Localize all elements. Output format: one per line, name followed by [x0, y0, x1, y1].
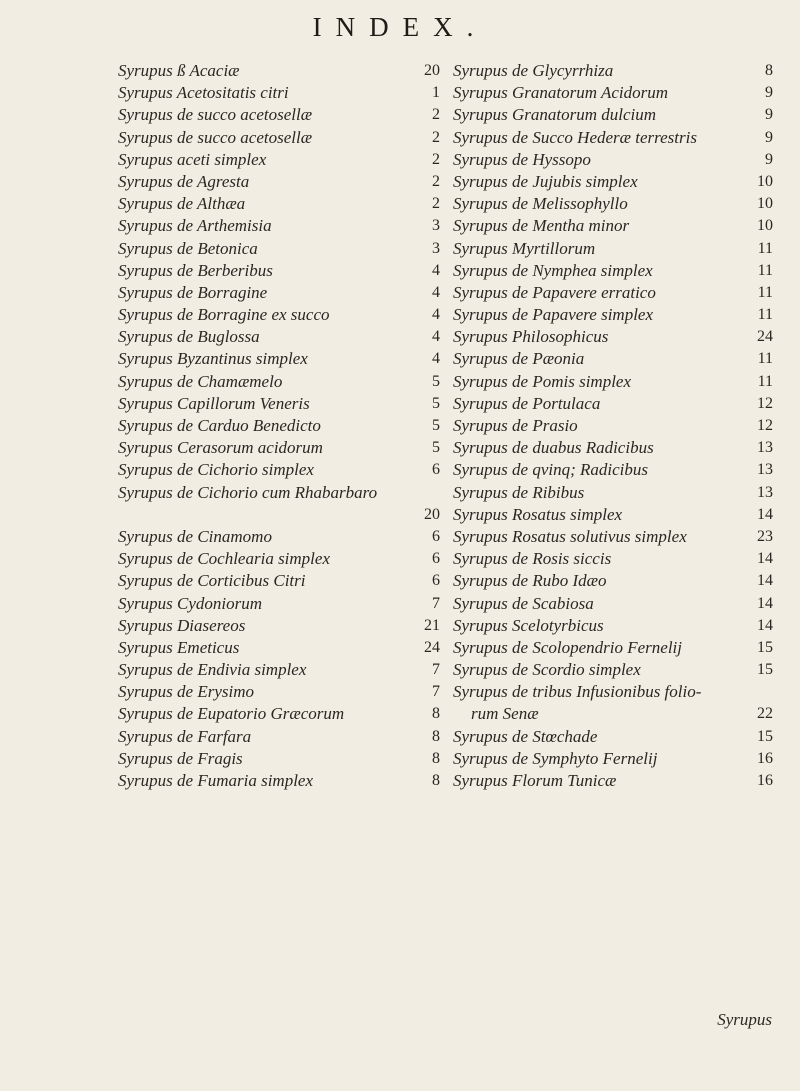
index-entry	[453, 238, 773, 260]
index-entry	[118, 504, 440, 526]
index-entry	[453, 482, 773, 504]
entry-title: Syrupus de Betonica	[118, 238, 258, 258]
entry-title: Syrupus de Corticibus Citri	[118, 571, 306, 591]
entry-title: Syrupus de Farfara	[118, 726, 252, 746]
index-entry	[453, 770, 773, 792]
entry-title: Syrupus de duabus Radicibus	[453, 438, 654, 458]
index-entry	[453, 437, 773, 459]
entry-page-number: 7	[432, 683, 440, 701]
entry-title: Syrupus de Buglossa	[118, 327, 260, 347]
entry-title: Syrupus Florum Tunicæ	[453, 771, 617, 790]
index-entry	[118, 748, 440, 770]
entry-page-number: 9	[765, 128, 773, 146]
entry-title: Syrupus Rosatus solutivus simplex	[453, 526, 687, 546]
entry-title: Syrupus de Borragine ex succo	[118, 305, 330, 325]
entry-title: Syrupus de Cinamomo	[118, 526, 272, 546]
index-entry	[453, 748, 773, 770]
index-entry	[118, 193, 440, 215]
entry-page-number: 4	[432, 350, 440, 368]
index-entry	[118, 238, 440, 260]
entry-page-number: 8	[432, 772, 440, 789]
index-entry	[453, 171, 773, 193]
index-entry	[453, 304, 773, 326]
entry-page-number: 9	[765, 84, 773, 102]
entry-page-number: 8	[432, 705, 440, 723]
index-entry	[453, 548, 773, 570]
entry-title: Syrupus de Arthemisia	[118, 216, 272, 236]
index-entry	[453, 193, 773, 215]
index-entry	[118, 593, 440, 615]
entry-title: Syrupus de Ribibus	[453, 482, 585, 502]
catchword: Syrupus	[717, 1010, 772, 1029]
entry-title: Syrupus de Rosis siccis	[453, 549, 612, 569]
entry-page-number: 7	[432, 661, 440, 679]
entry-page-number: 4	[432, 328, 440, 346]
entry-page-number: 6	[432, 461, 440, 479]
entry-page-number: 10	[757, 217, 773, 235]
index-entry	[118, 393, 440, 415]
entry-page-number: 2	[432, 172, 440, 190]
index-entry	[453, 703, 773, 725]
entry-page-number: 14	[757, 572, 773, 590]
index-entry	[453, 637, 773, 659]
entry-title: Syrupus de tribus Infusionibus folio-	[453, 682, 702, 702]
entry-title: Syrupus Granatorum dulcium	[453, 105, 657, 125]
index-entry	[118, 482, 440, 504]
entry-page-number: 12	[757, 417, 773, 434]
entry-page-number: 6	[432, 527, 440, 545]
entry-page-number: 14	[757, 616, 773, 634]
entry-page-number: 13	[757, 483, 773, 501]
entry-title: Syrupus de Hyssopo	[453, 149, 591, 169]
entry-title: Syrupus de Jujubis simplex	[453, 171, 638, 191]
index-entry	[453, 615, 773, 637]
entry-page-number: 3	[432, 217, 440, 235]
entry-page-number: 9	[765, 106, 773, 124]
entry-page-number: 14	[757, 550, 773, 568]
entry-page-number: 15	[757, 727, 773, 745]
index-entry	[453, 371, 773, 393]
index-entry	[118, 127, 440, 149]
entry-title: Syrupus ß Acaciæ	[118, 61, 240, 80]
index-entry	[118, 82, 440, 104]
index-entry	[118, 304, 440, 326]
entry-title: Syrupus Diasereos	[118, 615, 246, 635]
entry-title: Syrupus de Fumaria simplex	[118, 771, 314, 790]
index-entry	[118, 260, 440, 282]
page-heading: INDEX.	[312, 12, 488, 42]
index-entry	[453, 526, 773, 548]
entry-title: Syrupus de Erysimo	[118, 682, 254, 702]
entry-page-number: 15	[757, 661, 773, 679]
entry-title: Syrupus de Melissophyllo	[453, 194, 628, 214]
entry-page-number: 13	[757, 461, 773, 479]
entry-page-number: 6	[432, 572, 440, 590]
entry-title: Syrupus Scelotyrbicus	[453, 615, 604, 635]
entry-page-number: 11	[757, 261, 773, 279]
index-entry	[453, 504, 773, 526]
entry-title: Syrupus de succo acetosellæ	[118, 105, 313, 125]
entry-title: Syrupus de Papavere erratico	[453, 282, 656, 302]
index-entry	[118, 637, 440, 659]
entry-title: Syrupus Emeticus	[118, 637, 240, 657]
entry-page-number: 16	[757, 772, 773, 789]
entry-page-number: 2	[432, 128, 440, 146]
entry-title: Syrupus de Cichorio simplex	[118, 460, 314, 480]
entry-title: Syrupus de Carduo Benedicto	[118, 416, 321, 435]
entry-title: Syrupus Acetositatis citri	[118, 83, 289, 103]
index-entry	[118, 104, 440, 126]
index-entry	[118, 437, 440, 459]
entry-title: Syrupus de Althæa	[118, 194, 246, 214]
entry-page-number: 20	[424, 505, 440, 523]
index-entry	[453, 215, 773, 237]
entry-page-number: 5	[432, 439, 440, 457]
entry-title: Syrupus de succo acetosellæ	[118, 127, 313, 147]
entry-page-number: 2	[432, 150, 440, 168]
index-entry	[453, 726, 773, 748]
index-entry	[118, 570, 440, 592]
index-entry	[453, 415, 773, 437]
entry-page-number: 1	[432, 84, 440, 102]
index-entry	[453, 348, 773, 370]
entry-page-number: 9	[765, 150, 773, 168]
entry-page-number: 11	[757, 239, 773, 257]
right-column	[453, 60, 773, 792]
index-entry	[453, 459, 773, 481]
entry-title: Syrupus de Scabiosa	[453, 593, 594, 613]
index-entry	[453, 149, 773, 171]
entry-page-number: 11	[757, 350, 773, 368]
index-entry	[118, 215, 440, 237]
index-entry	[118, 681, 440, 703]
index-entry	[118, 770, 440, 792]
index-entry	[118, 326, 440, 348]
index-entry	[118, 415, 440, 437]
entry-page-number: 13	[757, 439, 773, 457]
entry-title: Syrupus de Pomis simplex	[453, 371, 632, 391]
entry-title: Syrupus Myrtillorum	[453, 238, 596, 258]
entry-page-number: 20	[424, 62, 440, 79]
entry-page-number: 11	[757, 306, 773, 324]
entry-page-number: 14	[757, 505, 773, 523]
entry-title: Syrupus de Chamæmelo	[118, 371, 283, 391]
index-entry	[118, 548, 440, 570]
entry-title: Syrupus Rosatus simplex	[453, 504, 623, 524]
index-entry	[118, 659, 440, 681]
entry-page-number: 2	[432, 106, 440, 124]
entry-title: rum Senæ	[471, 704, 539, 724]
entry-page-number: 5	[432, 372, 440, 390]
entry-page-number: 4	[432, 283, 440, 301]
entry-title: Syrupus aceti simplex	[118, 149, 267, 169]
index-entry	[118, 348, 440, 370]
index-entry	[118, 726, 440, 748]
entry-title: Syrupus de Stœchade	[453, 726, 598, 746]
index-entry	[453, 60, 773, 82]
entry-title: Syrupus de Nymphea simplex	[453, 260, 653, 280]
entry-title: Syrupus de Scolopendrio Fernelij	[453, 637, 682, 657]
index-entry	[118, 149, 440, 171]
entry-page-number: 12	[757, 394, 773, 412]
entry-page-number: 8	[765, 62, 773, 79]
entry-page-number: 8	[432, 727, 440, 745]
entry-page-number: 5	[432, 417, 440, 434]
entry-title: Syrupus Cydoniorum	[118, 593, 263, 613]
entry-page-number: 5	[432, 394, 440, 412]
entry-page-number: 10	[757, 172, 773, 190]
entry-page-number: 3	[432, 239, 440, 257]
entry-page-number: 24	[424, 638, 440, 656]
entry-title: Syrupus de Agresta	[118, 171, 250, 191]
entry-title: Syrupus de Mentha minor	[453, 216, 630, 236]
entry-title: Syrupus Capillorum Veneris	[118, 393, 310, 413]
entry-page-number: 21	[424, 616, 440, 634]
entry-page-number: 4	[432, 306, 440, 324]
entry-page-number: 10	[757, 195, 773, 213]
entry-title: Syrupus de Cichorio cum Rhabarbaro	[118, 482, 378, 502]
entry-page-number: 22	[757, 705, 773, 723]
entry-title: Syrupus de Fragis	[118, 748, 243, 768]
left-column	[118, 60, 440, 792]
entry-page-number: 8	[432, 749, 440, 767]
entry-title: Syrupus de Papavere simplex	[453, 305, 654, 325]
entry-title: Syrupus de Cochlearia simplex	[118, 549, 330, 569]
index-entry	[453, 659, 773, 681]
entry-page-number: 6	[432, 550, 440, 568]
index-entry	[118, 371, 440, 393]
entry-page-number: 11	[757, 372, 773, 390]
entry-title: Syrupus de Glycyrrhiza	[453, 61, 614, 80]
entry-page-number: 15	[757, 638, 773, 656]
index-entry	[453, 127, 773, 149]
entry-title: Syrupus de Symphyto Fernelij	[453, 748, 658, 768]
index-entry	[118, 60, 440, 82]
entry-page-number: 7	[432, 594, 440, 612]
index-entry	[453, 393, 773, 415]
entry-title: Syrupus Cerasorum acidorum	[118, 438, 323, 458]
entry-title: Syrupus de Borragine	[118, 282, 268, 302]
entry-page-number: 23	[757, 527, 773, 545]
index-entry	[453, 82, 773, 104]
entry-title: Syrupus Granatorum Acidorum	[453, 83, 669, 103]
entry-title: Syrupus de Succo Hederæ terrestris	[453, 127, 697, 147]
entry-page-number: 11	[757, 283, 773, 301]
entry-title: Syrupus de Eupatorio Græcorum	[118, 704, 345, 724]
entry-title: Syrupus de Endivia simplex	[118, 660, 307, 680]
index-entry	[453, 570, 773, 592]
entry-title: Syrupus Philosophicus	[453, 327, 609, 347]
index-entry	[118, 615, 440, 637]
index-entry	[453, 326, 773, 348]
index-entry	[453, 104, 773, 126]
entry-title: Syrupus de Pæonia	[453, 349, 585, 369]
entry-page-number: 2	[432, 195, 440, 213]
index-entry	[118, 459, 440, 481]
entry-page-number: 16	[757, 749, 773, 767]
index-entry	[118, 282, 440, 304]
index-entry	[118, 703, 440, 725]
index-entry	[453, 260, 773, 282]
index-entry	[453, 282, 773, 304]
entry-page-number: 24	[757, 328, 773, 346]
entry-title: Syrupus de Portulaca	[453, 393, 601, 413]
index-entry	[118, 171, 440, 193]
index-entry	[118, 526, 440, 548]
entry-title: Syrupus de Prasio	[453, 416, 578, 435]
entry-title: Syrupus de Rubo Idæo	[453, 571, 607, 591]
entry-page-number: 14	[757, 594, 773, 612]
entry-title: Syrupus Byzantinus simplex	[118, 349, 308, 369]
entry-title: Syrupus de Scordio simplex	[453, 660, 641, 680]
index-entry	[453, 681, 773, 703]
entry-title: Syrupus de Berberibus	[118, 260, 273, 280]
index-entry	[453, 593, 773, 615]
entry-title: Syrupus de qvinq; Radicibus	[453, 460, 648, 480]
entry-page-number: 4	[432, 261, 440, 279]
